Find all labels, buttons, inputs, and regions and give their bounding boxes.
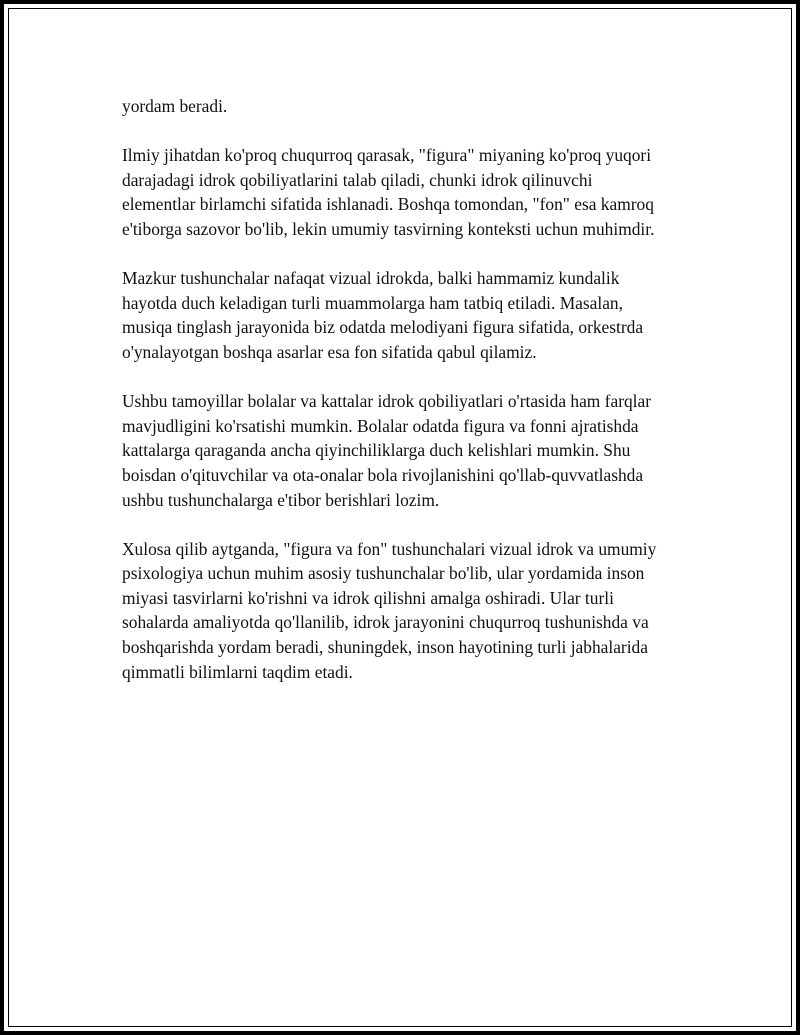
paragraph-line: Xulosa qilib aytganda, "figura va fon" tushunchalari vizual idrok va umumiy xyxy=(122,538,657,559)
paragraph-line: e'tiborga sazovor bo'lib, lekin umumiy tasvirning konteksti uchun muhimdir. xyxy=(122,218,655,239)
paragraph-2 xyxy=(122,143,702,241)
paragraph-line: hayotda duch keladigan turli muammolarga ham tatbiq etiladi. Masalan, xyxy=(122,292,623,313)
paragraph-3 xyxy=(122,266,702,364)
paragraph-line: boshqarishda yordam beradi, shuningdek, inson hayotining turli jabhalarida xyxy=(122,637,648,658)
paragraph-line: musiqa tinglash jarayonida biz odatda melodiyani figura sifatida, orkestrda xyxy=(122,317,644,338)
paragraph-4 xyxy=(122,389,702,512)
paragraph-5 xyxy=(122,537,702,685)
paragraph-line: mavjudligini ko'rsatishi mumkin. Bolalar odatda figura va fonni ajratishda xyxy=(122,415,639,436)
paragraph-line: sohalarda amaliyotda qo'llanilib, idrok jarayonini chuqurroq tushunishda va xyxy=(122,612,649,633)
paragraph-line: yordam beradi. xyxy=(122,96,228,116)
paragraph-line: elementlar birlamchi sifatida ishlanadi. Boshqa tomondan, "fon" esa kamroq xyxy=(122,194,654,215)
paragraph-line: Ushbu tamoyillar bolalar va kattalar idrok qobiliyatlari o'rtasida ham farqlar xyxy=(122,391,652,412)
paragraph-line: qimmatli bilimlarni taqdim etadi. xyxy=(122,661,353,682)
paragraph-1 xyxy=(122,94,702,119)
paragraph-line: o'ynalayotgan boshqa asarlar esa fon sifatida qabul qilamiz. xyxy=(122,341,537,362)
paragraph-line: Ilmiy jihatdan ko'proq chuqurroq qarasak, "figura" miyaning ko'proq yuqori xyxy=(122,145,652,166)
paragraph-line: boisdan o'qituvchilar va ota-onalar bola rivojlanishini qo'llab-quvvatlashda xyxy=(122,464,644,485)
paragraph-line: miyasi tasvirlarni ko'rishni va idrok qilishni amalga oshiradi. Ular turli xyxy=(122,587,614,608)
paragraph-line: ushbu tushunchalarga e'tibor berishlari lozim. xyxy=(122,489,440,510)
document-body xyxy=(122,94,702,709)
paragraph-line: Mazkur tushunchalar nafaqat vizual idrokda, balki hammamiz kundalik xyxy=(122,268,620,289)
paragraph-line: psixologiya uchun muhim asosiy tushunchalar bo'lib, ular yordamida inson xyxy=(122,563,645,584)
paragraph-line: darajadagi idrok qobiliyatlarini talab qiladi, chunki idrok qilinuvchi xyxy=(122,169,593,190)
paragraph-line: kattalarga qaraganda ancha qiyinchiliklarga duch kelishlari mumkin. Shu xyxy=(122,440,631,461)
